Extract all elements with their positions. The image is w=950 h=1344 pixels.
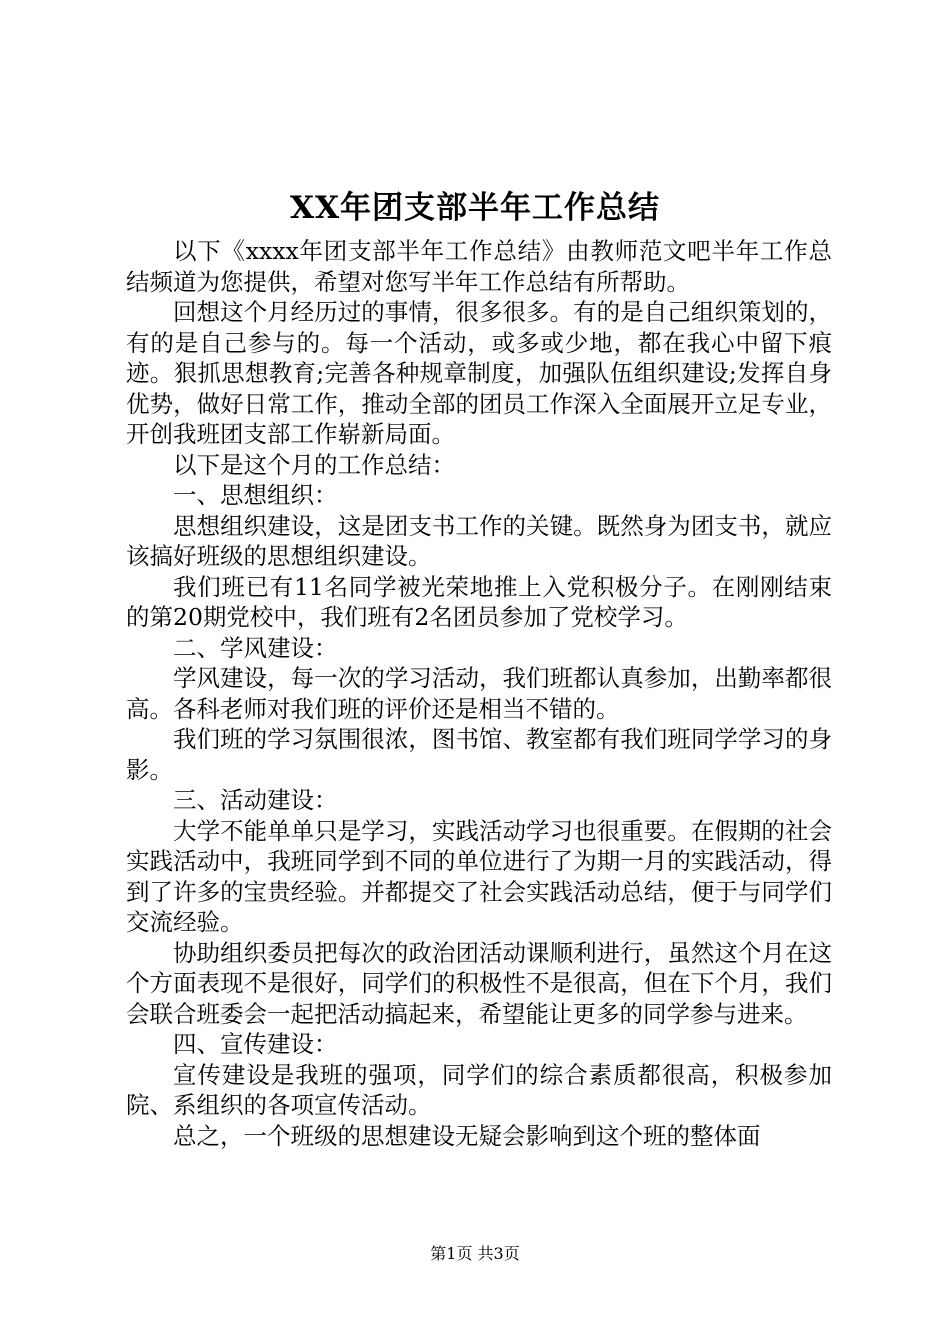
paragraph-intro: 以下《xxxx年团支部半年工作总结》由教师范文吧半年工作总结频道为您提供，希望对您写半年工作总结有所帮助。 <box>126 237 832 296</box>
paragraph-study-2: 我们班的学习氛围很浓，图书馆、教室都有我们班同学学习的身影。 <box>126 725 832 784</box>
paragraph-activity-1: 大学不能单单只是学习，实践活动学习也很重要。在假期的社会实践活动中，我班同学到不同的单位进行了为期一月的实践活动，得到了许多的宝贵经验。并都提交了社会实践活动总结，便于与同学们交流经验。 <box>126 816 832 936</box>
page-footer: 第1页 共3页 <box>430 1244 520 1263</box>
document-body <box>126 236 832 1151</box>
paragraph-publicity-1: 宣传建设是我班的强项，同学们的综合素质都很高，积极参加院、系组织的各项宣传活动。 <box>126 1060 832 1119</box>
section-heading-publicity: 四、宣传建设： <box>173 1030 338 1058</box>
section-heading-study: 二、学风建设： <box>173 633 338 662</box>
document-title: XX年团支部半年工作总结 <box>289 190 661 226</box>
paragraph-thought-1: 思想组织建设，这是团支书工作的关键。既然身为团支书，就应该搞好班级的思想组织建设。 <box>126 511 832 570</box>
paragraph-summary-lead: 以下是这个月的工作总结： <box>173 450 455 479</box>
paragraph-thought-2: 我们班已有11名同学被光荣地推上入党积极分子。在刚刚结束的第20期党校中，我们班有2名团员参加了党校学习。 <box>126 572 832 631</box>
paragraph-activity-2: 协助组织委员把每次的政治团活动课顺利进行，虽然这个月在这个方面表现不是很好，同学们的积极性不是很高，但在下个月，我们会联合班委会一起把活动搞起来，希望能让更多的同学参与进来。 <box>126 938 832 1028</box>
paragraph-study-1: 学风建设，每一次的学习活动，我们班都认真参加，出勤率都很高。各科老师对我们班的评价还是相当不错的。 <box>126 664 832 723</box>
paragraph-conclusion: 总之，一个班级的思想建设无疑会影响到这个班的整体面 <box>173 1121 761 1150</box>
paragraph-recall: 回想这个月经历过的事情，很多很多。有的是自己组织策划的，有的是自己参与的。每一个活动，或多或少地，都在我心中留下痕迹。狠抓思想教育;完善各种规章制度，加强队伍组织建设;发挥自身优势，做好日常工作，推动全部的团员工作深入全面展开立足专业，开创我班团支部工作崭新局面。 <box>126 298 832 448</box>
section-heading-activity: 三、活动建设： <box>173 786 338 814</box>
section-heading-thought: 一、思想组织： <box>173 481 338 509</box>
